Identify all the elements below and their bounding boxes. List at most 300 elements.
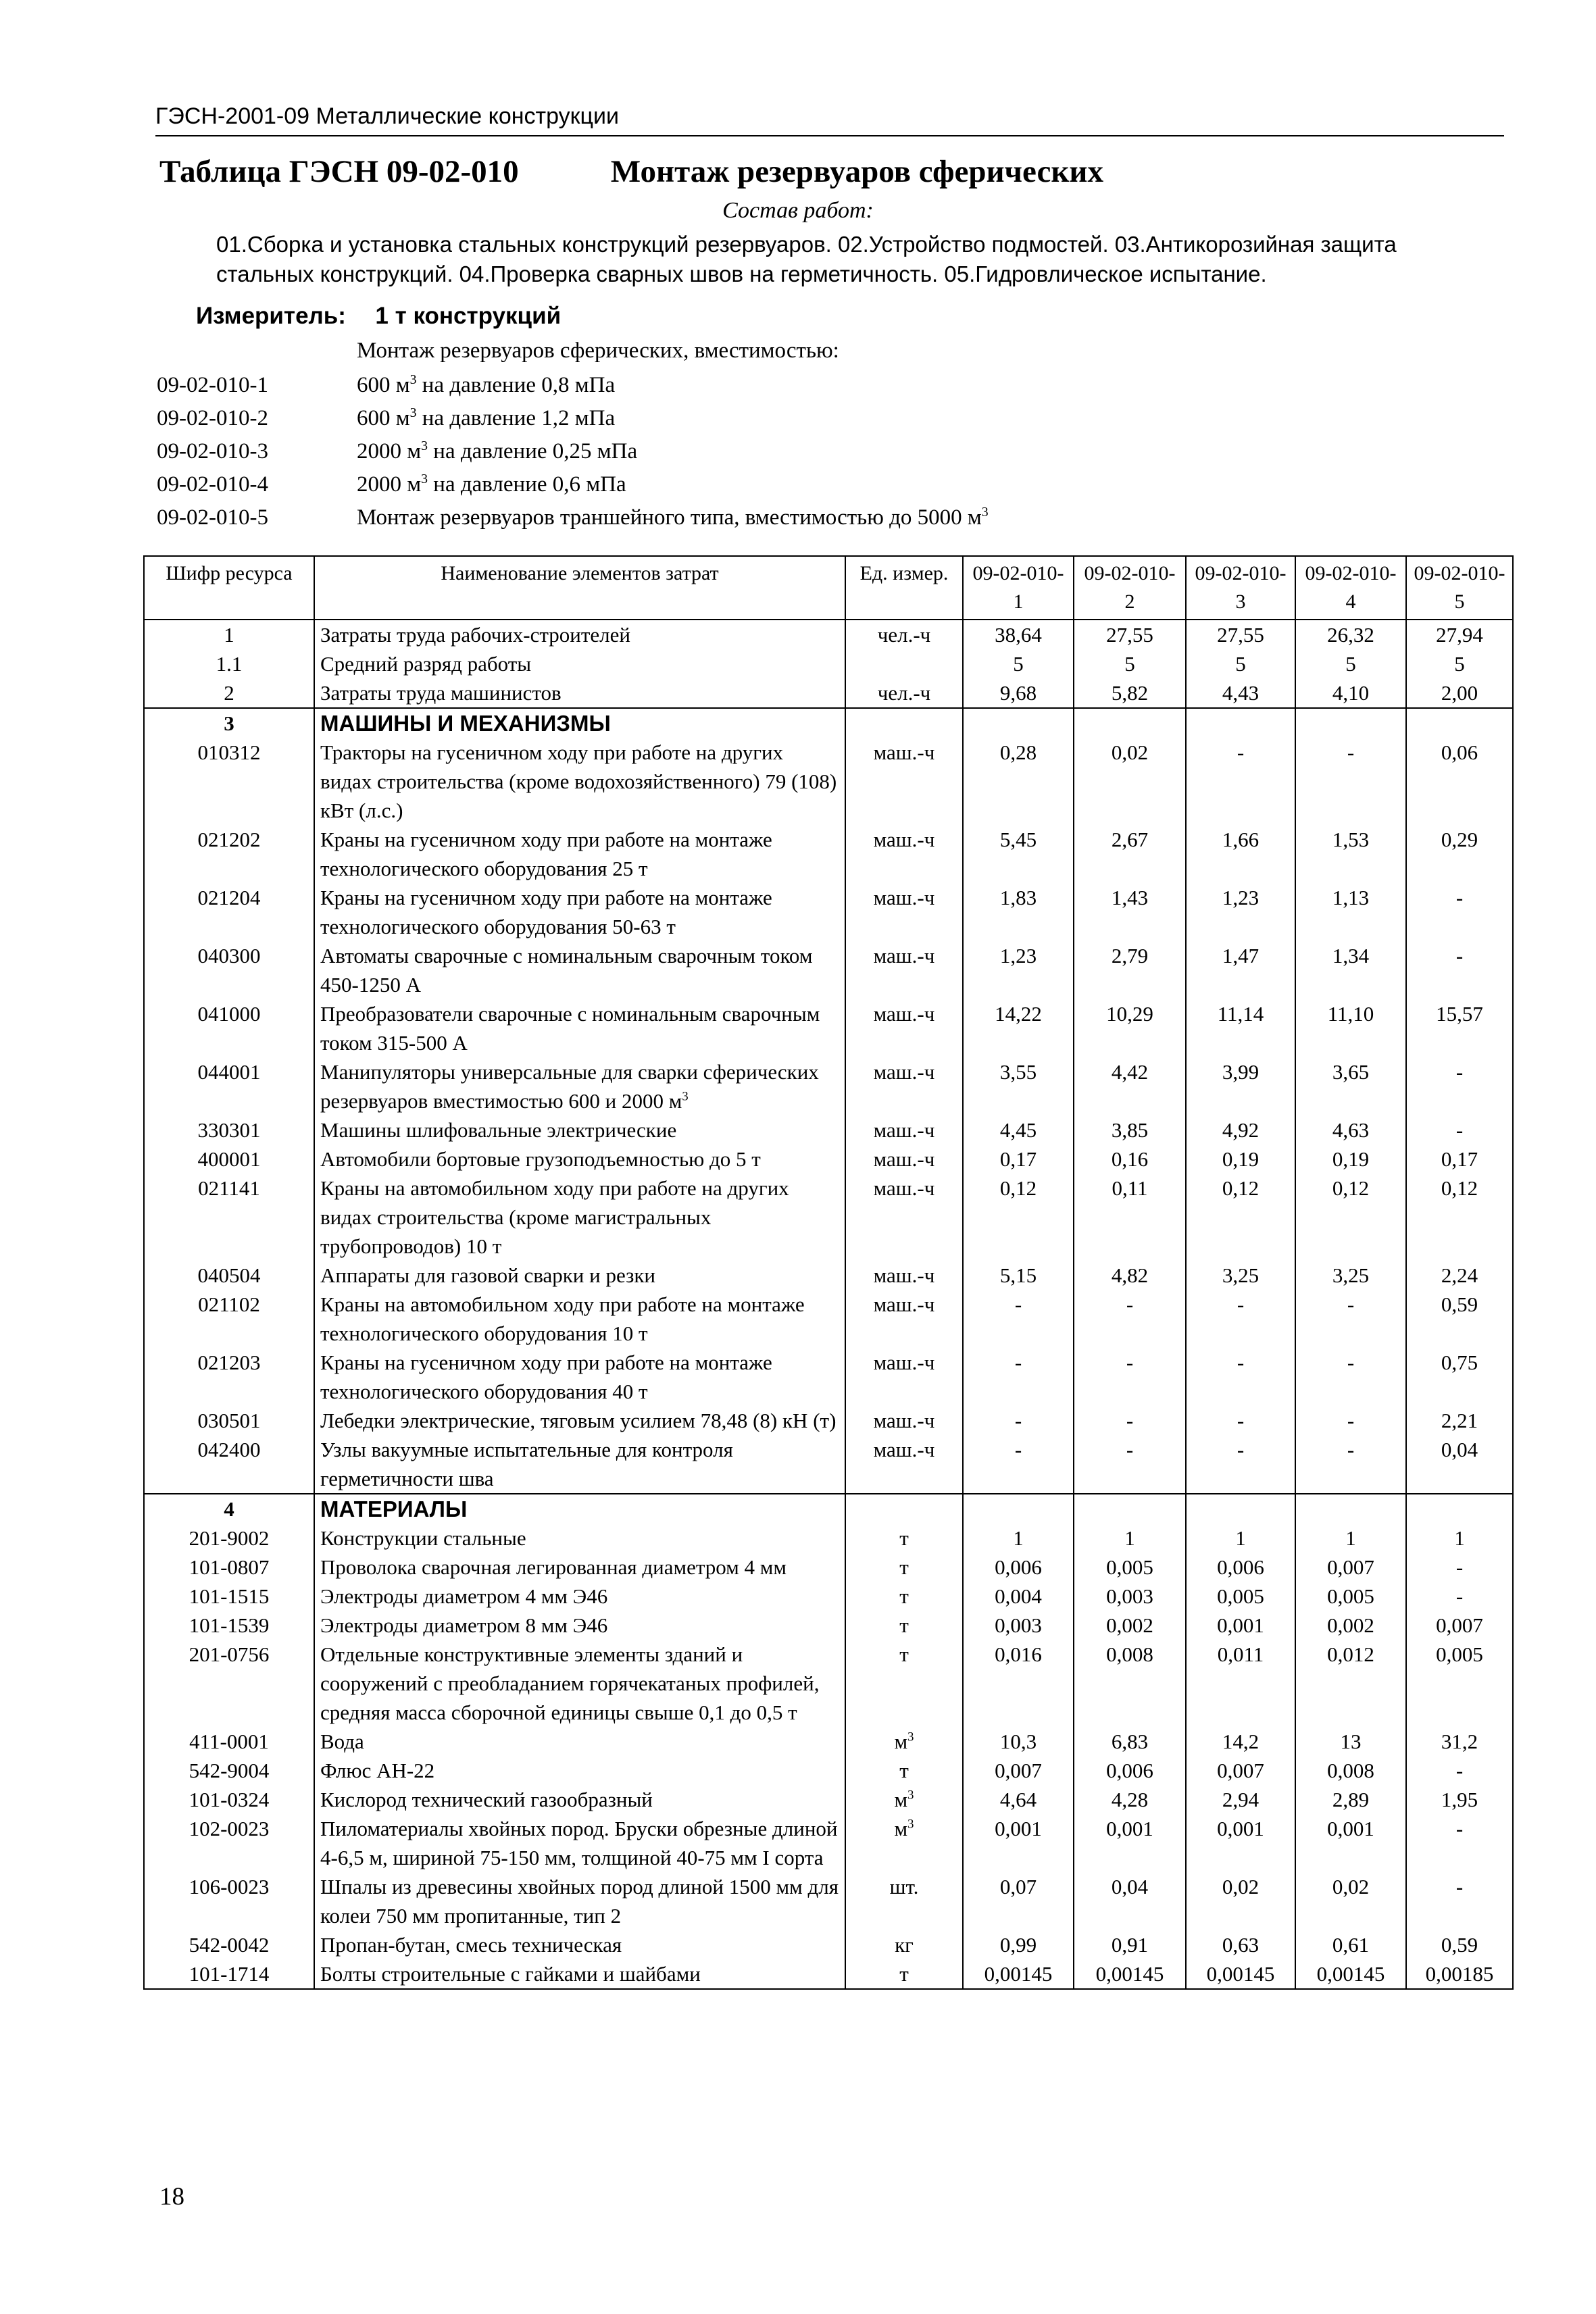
- norm-value: 27,55: [1186, 620, 1295, 649]
- resource-name: [314, 1261, 845, 1290]
- norm-value: 14,2: [1186, 1727, 1295, 1756]
- norm-value: 0,00145: [1295, 1959, 1406, 1989]
- norm-value: 0,005: [1186, 1582, 1295, 1611]
- norm-value: 6,83: [1074, 1727, 1186, 1756]
- resource-unit: [845, 678, 963, 708]
- norm-value: 0,04: [1074, 1872, 1186, 1930]
- resource-unit: [845, 1785, 963, 1814]
- norm-value: 0,001: [1295, 1814, 1406, 1872]
- norm-item: [157, 369, 1441, 402]
- resource-unit-text: м: [894, 1817, 908, 1840]
- norm-value: 0,19: [1295, 1145, 1406, 1174]
- norm-value: 1,53: [1295, 825, 1406, 883]
- norms-list: [157, 369, 1441, 534]
- norm-value: 1,95: [1406, 1785, 1513, 1814]
- resource-code: 101-1539: [144, 1611, 314, 1640]
- table-row: [144, 1640, 1513, 1727]
- table-row: [144, 883, 1513, 941]
- norm-value: 4,43: [1186, 678, 1295, 708]
- norm-value: 0,016: [963, 1640, 1074, 1727]
- resource-code: 1: [144, 620, 314, 649]
- norm-value: [1074, 1494, 1186, 1524]
- norm-value: 27,94: [1406, 620, 1513, 649]
- norm-value: 1,43: [1074, 883, 1186, 941]
- unit-superscript: 3: [907, 1730, 914, 1744]
- resource-code: 030501: [144, 1406, 314, 1435]
- norm-value: 0,007: [1295, 1553, 1406, 1582]
- resource-name-text: Затраты труда машинистов: [320, 681, 562, 705]
- section-header-row: [144, 708, 1513, 738]
- norm-value: 38,64: [963, 620, 1074, 649]
- resource-unit-text: маш.-ч: [873, 1118, 935, 1142]
- resource-unit-text: маш.-ч: [873, 1147, 935, 1171]
- table-row: [144, 1814, 1513, 1872]
- norm-value: 0,07: [963, 1872, 1074, 1930]
- resource-name-text: Манипуляторы универсальные для сварки сферических резервуаров вместимостью 600 и 2000 м: [320, 1060, 819, 1113]
- table-row: [144, 1727, 1513, 1756]
- norm-value: 0,007: [1406, 1611, 1513, 1640]
- norm-value: 4,92: [1186, 1115, 1295, 1145]
- norm-value: 0,61: [1295, 1930, 1406, 1959]
- resource-name: [314, 649, 845, 678]
- resource-unit: [845, 1406, 963, 1435]
- resource-unit: [845, 620, 963, 649]
- resource-name-text: Пропан-бутан, смесь техническая: [320, 1933, 622, 1957]
- resource-name: [314, 1174, 845, 1261]
- resource-code: 542-0042: [144, 1930, 314, 1959]
- norm-value: 0,004: [963, 1582, 1074, 1611]
- norm-value: 0,12: [1186, 1174, 1295, 1261]
- resource-unit-text: шт.: [889, 1875, 919, 1898]
- resource-table: [143, 555, 1514, 1990]
- resource-code: 106-0023: [144, 1872, 314, 1930]
- norm-value: 0,02: [1295, 1872, 1406, 1930]
- resource-unit-text: маш.-ч: [873, 944, 935, 967]
- resource-unit: [845, 883, 963, 941]
- norm-value: 0,11: [1074, 1174, 1186, 1261]
- table-row: [144, 1057, 1513, 1115]
- resource-code: 330301: [144, 1115, 314, 1145]
- norm-value: 0,75: [1406, 1348, 1513, 1406]
- resource-unit-text: т: [899, 1759, 909, 1782]
- table-row: [144, 1290, 1513, 1348]
- norm-text-suffix: на давление 0,8 мПа: [416, 373, 616, 397]
- norm-value: 1: [1074, 1524, 1186, 1553]
- resource-name: [314, 1145, 845, 1174]
- norm-text-suffix: на давление 1,2 мПа: [416, 406, 616, 430]
- unit-superscript: 3: [682, 1089, 689, 1104]
- resource-name: [314, 708, 845, 738]
- resource-unit: [845, 1435, 963, 1494]
- resource-unit: [845, 1174, 963, 1261]
- resource-unit-text: маш.-ч: [873, 740, 935, 764]
- norm-value: 11,14: [1186, 999, 1295, 1057]
- resource-code: 041000: [144, 999, 314, 1057]
- resource-name: [314, 1435, 845, 1494]
- resource-name: [314, 1494, 845, 1524]
- resource-unit-text: т: [899, 1555, 909, 1579]
- resource-unit: [845, 1959, 963, 1989]
- norm-value: 14,22: [963, 999, 1074, 1057]
- norm-description: [357, 435, 637, 468]
- norm-value: 13: [1295, 1727, 1406, 1756]
- norm-value: 0,001: [1186, 1814, 1295, 1872]
- resource-name: [314, 1814, 845, 1872]
- norm-value: -: [1406, 941, 1513, 999]
- norm-value: 2,00: [1406, 678, 1513, 708]
- works-list: 01.Сборка и установка стальных конструкций резервуаров. 02.Устройство подмостей. 03.Антикорозийная защита стальных конструкций. 04.Проверка сварных швов на герметичность. 05.Гидровлическое испытание.: [216, 232, 1397, 286]
- resource-code: 040300: [144, 941, 314, 999]
- norm-value: 10,29: [1074, 999, 1186, 1057]
- resource-name-text: Затраты труда рабочих-строителей: [320, 623, 630, 647]
- resource-code: 2: [144, 678, 314, 708]
- resource-unit: [845, 1727, 963, 1756]
- norm-value: -: [1406, 1115, 1513, 1145]
- norm-value: 0,02: [1186, 1872, 1295, 1930]
- unit-superscript: 3: [421, 472, 428, 486]
- norm-value: 0,003: [963, 1611, 1074, 1640]
- norm-description: [357, 501, 989, 534]
- resource-unit: [845, 708, 963, 738]
- resource-name-text: Шпалы из древесины хвойных пород длиной 1500 мм для колеи 750 мм пропитанные, тип 2: [320, 1875, 839, 1928]
- composition-title: Состав работ:: [722, 198, 874, 223]
- resource-unit-text: т: [899, 1613, 909, 1637]
- resource-code: 101-1714: [144, 1959, 314, 1989]
- resource-name: [314, 1582, 845, 1611]
- table-row: [144, 649, 1513, 678]
- norm-value: 3,25: [1295, 1261, 1406, 1290]
- norm-value: 0,04: [1406, 1435, 1513, 1494]
- resource-name-text: Отдельные конструктивные элементы зданий и сооружений с преобладанием горячекатаных профилей, средняя масса сборочной единицы свыше 0,1 до 0,5 т: [320, 1642, 820, 1724]
- resource-unit-text: маш.-ч: [873, 1060, 935, 1084]
- resource-unit-text: маш.-ч: [873, 1176, 935, 1200]
- resource-code: 021203: [144, 1348, 314, 1406]
- table-title: Монтаж резервуаров сферических: [610, 154, 1104, 189]
- table-row: [144, 1524, 1513, 1553]
- norm-value: 5,15: [963, 1261, 1074, 1290]
- running-header: ГЭСН-2001-09 Металлические конструкции: [155, 101, 1504, 136]
- norm-value: 0,011: [1186, 1640, 1295, 1727]
- resource-unit: [845, 1582, 963, 1611]
- norm-value: 0,007: [963, 1756, 1074, 1785]
- norm-value: 1: [963, 1524, 1074, 1553]
- resource-unit: [845, 941, 963, 999]
- resource-unit-text: маш.-ч: [873, 886, 935, 909]
- resource-name: [314, 1727, 845, 1756]
- norm-value: 2,21: [1406, 1406, 1513, 1435]
- resource-code: 042400: [144, 1435, 314, 1494]
- norm-value: [1406, 708, 1513, 738]
- table-row: [144, 1553, 1513, 1582]
- norm-value: 0,003: [1074, 1582, 1186, 1611]
- norm-value: 0,12: [1295, 1174, 1406, 1261]
- resource-name: [314, 620, 845, 649]
- resource-unit: [845, 1115, 963, 1145]
- resource-code: 044001: [144, 1057, 314, 1115]
- resource-unit: [845, 825, 963, 883]
- table-row: [144, 1611, 1513, 1640]
- resource-unit-text: т: [899, 1642, 909, 1666]
- unit-superscript: 3: [907, 1817, 914, 1832]
- header-unit: Ед. измер.: [845, 556, 963, 620]
- norm-value: 0,006: [1074, 1756, 1186, 1785]
- resource-name: [314, 1057, 845, 1115]
- norm-value: 0,001: [1186, 1611, 1295, 1640]
- norm-description: [357, 369, 615, 402]
- resource-unit-text: м: [894, 1730, 908, 1753]
- norm-value: 5: [1186, 649, 1295, 678]
- norm-value: -: [1074, 1435, 1186, 1494]
- resource-unit: [845, 649, 963, 678]
- resource-name-text: Автомобили бортовые грузоподъемностью до 5 т: [320, 1147, 761, 1171]
- resource-code: 010312: [144, 738, 314, 825]
- resource-unit: [845, 1145, 963, 1174]
- resource-unit: [845, 1290, 963, 1348]
- norm-value: [1406, 1494, 1513, 1524]
- resource-unit-text: т: [899, 1526, 909, 1550]
- norm-value: 0,63: [1186, 1930, 1295, 1959]
- resource-code: 102-0023: [144, 1814, 314, 1872]
- norm-value: [1186, 708, 1295, 738]
- norm-value: [1074, 708, 1186, 738]
- norm-value: 1,83: [963, 883, 1074, 941]
- norm-code: 09-02-010-4: [157, 472, 268, 497]
- norm-text: 2000 м: [357, 472, 422, 497]
- header-col-1: 09-02-010-1: [963, 556, 1074, 620]
- norm-value: 9,68: [963, 678, 1074, 708]
- resource-unit: [845, 1348, 963, 1406]
- norm-value: 26,32: [1295, 620, 1406, 649]
- resource-name-text: Краны на гусеничном ходу при работе на монтаже технологического оборудования 25 т: [320, 828, 772, 880]
- header-name: Наименование элементов затрат: [314, 556, 845, 620]
- norm-value: -: [1186, 738, 1295, 825]
- norm-value: 0,008: [1295, 1756, 1406, 1785]
- resource-name-text: Краны на автомобильном ходу при работе на других видах строительства (кроме магистральных трубопроводов) 10 т: [320, 1176, 789, 1258]
- header-code: Шифр ресурса: [144, 556, 314, 620]
- table-row: [144, 1261, 1513, 1290]
- norm-value: -: [1186, 1290, 1295, 1348]
- table-row: [144, 1115, 1513, 1145]
- norm-value: 1: [1186, 1524, 1295, 1553]
- norm-value: -: [1295, 1406, 1406, 1435]
- norm-value: -: [1406, 1553, 1513, 1582]
- table-row: [144, 1959, 1513, 1989]
- resource-unit: [845, 999, 963, 1057]
- resource-name: [314, 1553, 845, 1582]
- norm-value: 0,012: [1295, 1640, 1406, 1727]
- norm-value: 1,23: [1186, 883, 1295, 941]
- norm-value: 15,57: [1406, 999, 1513, 1057]
- resource-unit-text: кг: [895, 1933, 914, 1957]
- resource-name: [314, 1524, 845, 1553]
- norm-item: [157, 468, 1441, 501]
- resource-name: [314, 941, 845, 999]
- norms-intro: Монтаж резервуаров сферических, вместимостью:: [357, 338, 839, 363]
- norm-value: 0,00145: [1074, 1959, 1186, 1989]
- norm-value: -: [963, 1348, 1074, 1406]
- norm-value: 1,13: [1295, 883, 1406, 941]
- norm-value: 0,006: [1186, 1553, 1295, 1582]
- norm-value: 5: [963, 649, 1074, 678]
- table-row: [144, 941, 1513, 999]
- resource-name: [314, 825, 845, 883]
- norm-value: [963, 708, 1074, 738]
- norm-value: -: [1406, 1814, 1513, 1872]
- resource-name: [314, 1611, 845, 1640]
- resource-unit: [845, 1494, 963, 1524]
- norm-value: -: [1406, 1057, 1513, 1115]
- norm-value: 4,28: [1074, 1785, 1186, 1814]
- resource-name-text: Электроды диаметром 8 мм Э46: [320, 1613, 608, 1637]
- header-col-4: 09-02-010-4: [1295, 556, 1406, 620]
- resource-name: [314, 1756, 845, 1785]
- unit-superscript: 3: [907, 1788, 914, 1803]
- table-row: [144, 1930, 1513, 1959]
- unit-superscript: 3: [421, 438, 428, 453]
- norm-value: 3,25: [1186, 1261, 1295, 1290]
- table-row: [144, 620, 1513, 649]
- resource-unit: [845, 1524, 963, 1553]
- resource-code: 542-9004: [144, 1756, 314, 1785]
- resource-code: 3: [144, 708, 314, 738]
- norm-text: 600 м: [357, 373, 410, 397]
- norm-value: 0,28: [963, 738, 1074, 825]
- norm-value: 0,29: [1406, 825, 1513, 883]
- norm-value: -: [1295, 1290, 1406, 1348]
- norm-value: 0,00145: [963, 1959, 1074, 1989]
- resource-name: [314, 738, 845, 825]
- resource-unit: [845, 738, 963, 825]
- resource-name-text: Лебедки электрические, тяговым усилием 78,48 (8) кН (т): [320, 1409, 837, 1432]
- resource-unit: [845, 1756, 963, 1785]
- norm-value: 0,001: [963, 1814, 1074, 1872]
- norm-value: 1,66: [1186, 825, 1295, 883]
- measure-label: Измеритель:: [196, 303, 346, 329]
- norm-value: 3,55: [963, 1057, 1074, 1115]
- resource-name-text: Средний разряд работы: [320, 652, 532, 676]
- resource-name-text: МАТЕРИАЛЫ: [320, 1496, 468, 1521]
- resource-name-text: Преобразователи сварочные с номинальным сварочным током 315-500 А: [320, 1002, 820, 1055]
- page-number: 18: [159, 2183, 184, 2211]
- resource-unit-text: маш.-ч: [873, 1292, 935, 1316]
- norm-value: 0,17: [963, 1145, 1074, 1174]
- resource-unit-text: т: [899, 1962, 909, 1986]
- norm-value: 0,59: [1406, 1930, 1513, 1959]
- resource-unit-text: т: [899, 1584, 909, 1608]
- resource-name-text: Конструкции стальные: [320, 1526, 526, 1550]
- table-row: [144, 1582, 1513, 1611]
- norm-code: 09-02-010-2: [157, 406, 268, 430]
- norm-value: 2,24: [1406, 1261, 1513, 1290]
- norm-value: 0,99: [963, 1930, 1074, 1959]
- resource-unit-text: м: [894, 1788, 908, 1811]
- norm-value: 0,17: [1406, 1145, 1513, 1174]
- norm-text: 2000 м: [357, 439, 422, 463]
- resource-name-text: Машины шлифовальные электрические: [320, 1118, 677, 1142]
- section-header-row: [144, 1494, 1513, 1524]
- table-row: [144, 825, 1513, 883]
- resource-name-text: Болты строительные с гайками и шайбами: [320, 1962, 701, 1986]
- norm-value: 0,59: [1406, 1290, 1513, 1348]
- resource-unit: [845, 1814, 963, 1872]
- norm-value: 1,47: [1186, 941, 1295, 999]
- table-row: [144, 1756, 1513, 1785]
- resource-name-text: Флюс АН-22: [320, 1759, 435, 1782]
- norm-value: 0,00145: [1186, 1959, 1295, 1989]
- norm-value: 3,85: [1074, 1115, 1186, 1145]
- norm-value: 2,89: [1295, 1785, 1406, 1814]
- norm-value: 0,91: [1074, 1930, 1186, 1959]
- norm-value: -: [1295, 1348, 1406, 1406]
- norm-text-suffix: на давление 0,6 мПа: [428, 472, 626, 497]
- table-row: [144, 678, 1513, 708]
- header-col-5: 09-02-010-5: [1406, 556, 1513, 620]
- resource-unit-text: чел.-ч: [877, 623, 931, 647]
- resource-name: [314, 1290, 845, 1348]
- norm-value: [1295, 708, 1406, 738]
- resource-name-text: Пиломатериалы хвойных пород. Бруски обрезные длиной 4-6,5 м, шириной 75-150 мм, толщиной 40-75 мм I сорта: [320, 1817, 838, 1869]
- norm-code: 09-02-010-3: [157, 439, 268, 463]
- resource-name-text: Электроды диаметром 4 мм Э46: [320, 1584, 608, 1608]
- norm-value: 4,64: [963, 1785, 1074, 1814]
- table-row: [144, 1145, 1513, 1174]
- norm-value: [963, 1494, 1074, 1524]
- resource-unit: [845, 1640, 963, 1727]
- resource-code: 040504: [144, 1261, 314, 1290]
- resource-name: [314, 1959, 845, 1989]
- norm-value: -: [1406, 883, 1513, 941]
- unit-superscript: 3: [409, 405, 417, 420]
- norm-value: -: [1406, 1872, 1513, 1930]
- resource-name-text: Аппараты для газовой сварки и резки: [320, 1263, 655, 1287]
- norm-value: 1,34: [1295, 941, 1406, 999]
- norm-description: [357, 402, 615, 435]
- norm-value: -: [1186, 1406, 1295, 1435]
- resource-code: 021102: [144, 1290, 314, 1348]
- resource-code: 4: [144, 1494, 314, 1524]
- norm-value: 10,3: [963, 1727, 1074, 1756]
- norm-value: 0,005: [1406, 1640, 1513, 1727]
- resource-code: 021204: [144, 883, 314, 941]
- norm-value: 1: [1406, 1524, 1513, 1553]
- resource-name: [314, 1785, 845, 1814]
- resource-name-text: Краны на автомобильном ходу при работе на монтаже технологического оборудования 10 т: [320, 1292, 805, 1345]
- header-col-3: 09-02-010-3: [1186, 556, 1295, 620]
- resource-name-text: Автоматы сварочные с номинальным сварочным током 450-1250 А: [320, 944, 813, 997]
- measure-value: 1 т конструкций: [375, 303, 562, 329]
- norm-value: -: [1186, 1348, 1295, 1406]
- resource-name: [314, 1115, 845, 1145]
- norm-value: 0,002: [1074, 1611, 1186, 1640]
- norm-value: 0,006: [963, 1553, 1074, 1582]
- norm-value: 2,79: [1074, 941, 1186, 999]
- norm-value: -: [1406, 1582, 1513, 1611]
- norm-value: 0,02: [1074, 738, 1186, 825]
- norm-value: 0,00185: [1406, 1959, 1513, 1989]
- norm-value: 0,005: [1074, 1553, 1186, 1582]
- norm-value: -: [963, 1435, 1074, 1494]
- norm-description: [357, 468, 626, 501]
- norm-value: 5: [1295, 649, 1406, 678]
- resource-code: 1.1: [144, 649, 314, 678]
- norm-value: 4,10: [1295, 678, 1406, 708]
- norm-value: 1,23: [963, 941, 1074, 999]
- resource-name-text: Узлы вакуумные испытательные для контроля герметичности шва: [320, 1438, 733, 1490]
- unit-superscript: 3: [409, 372, 417, 387]
- norm-value: 2,67: [1074, 825, 1186, 883]
- norm-value: 11,10: [1295, 999, 1406, 1057]
- resource-name-text: Кислород технический газообразный: [320, 1788, 653, 1811]
